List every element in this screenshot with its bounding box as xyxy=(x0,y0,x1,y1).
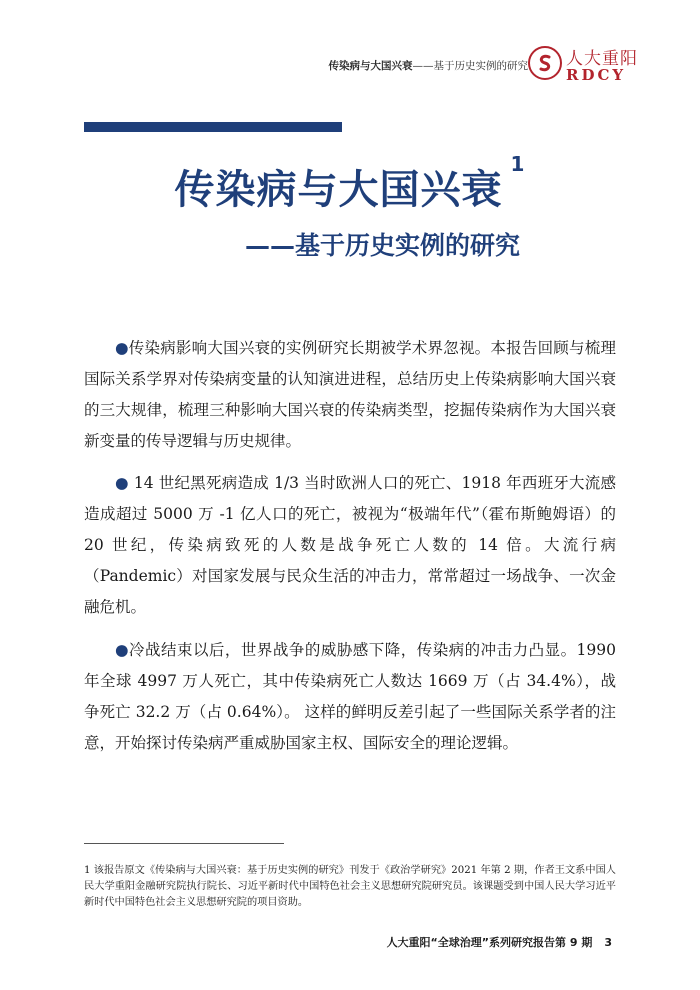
running-subtitle: ——基于历史实例的研究 xyxy=(412,60,528,72)
page-title xyxy=(0,152,700,215)
logo-seal-icon xyxy=(528,46,562,80)
bullet-icon: ● xyxy=(115,641,130,659)
paragraph-text: 传染病影响大国兴衰的实例研究长期被学术界忽视。本报告回顾与梳理国际关系学界对传染病变量的认知演进进程，总结历史上传染病影响大国兴衰的三大规律，梳理三种影响大国兴衰的传染病类型，挖掘传染病作为大国兴衰新变量的传导逻辑与历史规律。 xyxy=(84,339,616,450)
footnote-divider xyxy=(84,843,284,844)
body-paragraph xyxy=(84,468,616,623)
footnote: 1 该报告原文《传染病与大国兴衰：基于历史实例的研究》刊发于《政治学研究》2021 年第 2 期，作者王文系中国人民大学重阳金融研究院执行院长、习近平新时代中国特色社会主义思想研究院研究员。该课题受到中国人民大学习近平新时代中国特色社会主义思想研究院的项目资助。 xyxy=(84,865,616,908)
title-accent-bar xyxy=(84,122,342,132)
running-header xyxy=(329,58,529,73)
footer-series: 人大重阳“全球治理”系列研究报告第 9 期 xyxy=(386,936,593,949)
page-title-text: 传染病与大国兴衰 xyxy=(174,167,503,213)
page-subtitle: ——基于历史实例的研究 xyxy=(244,231,520,260)
bullet-icon: ● xyxy=(115,474,129,492)
rdcy-logo xyxy=(528,44,638,88)
paragraph-text: 冷战结束以后，世界战争的威胁感下降，传染病的冲击力凸显。1990 年全球 4997 万人死亡，其中传染病死亡人数达 1669 万（占 34.4%），战争死亡 32.2 万（占 0.64%）。 这样的鲜明反差引起了一些国际关系学者的注意，开始探讨传染病严重威胁国家主权、国际安全的理论逻辑。 xyxy=(84,641,616,752)
running-title: 传染病与大国兴衰 xyxy=(328,60,413,72)
logo-text-cn: 人大重阳 xyxy=(566,49,638,69)
body-paragraph xyxy=(84,333,616,457)
page-number: 3 xyxy=(604,936,612,949)
body-paragraph xyxy=(84,635,616,759)
logo-text-en: RDCY xyxy=(566,66,627,84)
title-footnote-marker: 1 xyxy=(510,152,526,176)
bullet-icon: ● xyxy=(115,339,129,357)
page-footer xyxy=(387,934,612,950)
paragraph-text: 14 世纪黑死病造成 1/3 当时欧洲人口的死亡、1918 年西班牙大流感造成超过 5000 万 -1 亿人口的死亡，被视为“极端年代”（霍布斯鲍姆语）的 20 世纪，传染病致死的人数是战争死亡人数的 14 倍。大流行病（Pandemic）对国家发展与民众生活的冲击力，常常超过一场战争、一次金融危机。 xyxy=(84,474,616,616)
